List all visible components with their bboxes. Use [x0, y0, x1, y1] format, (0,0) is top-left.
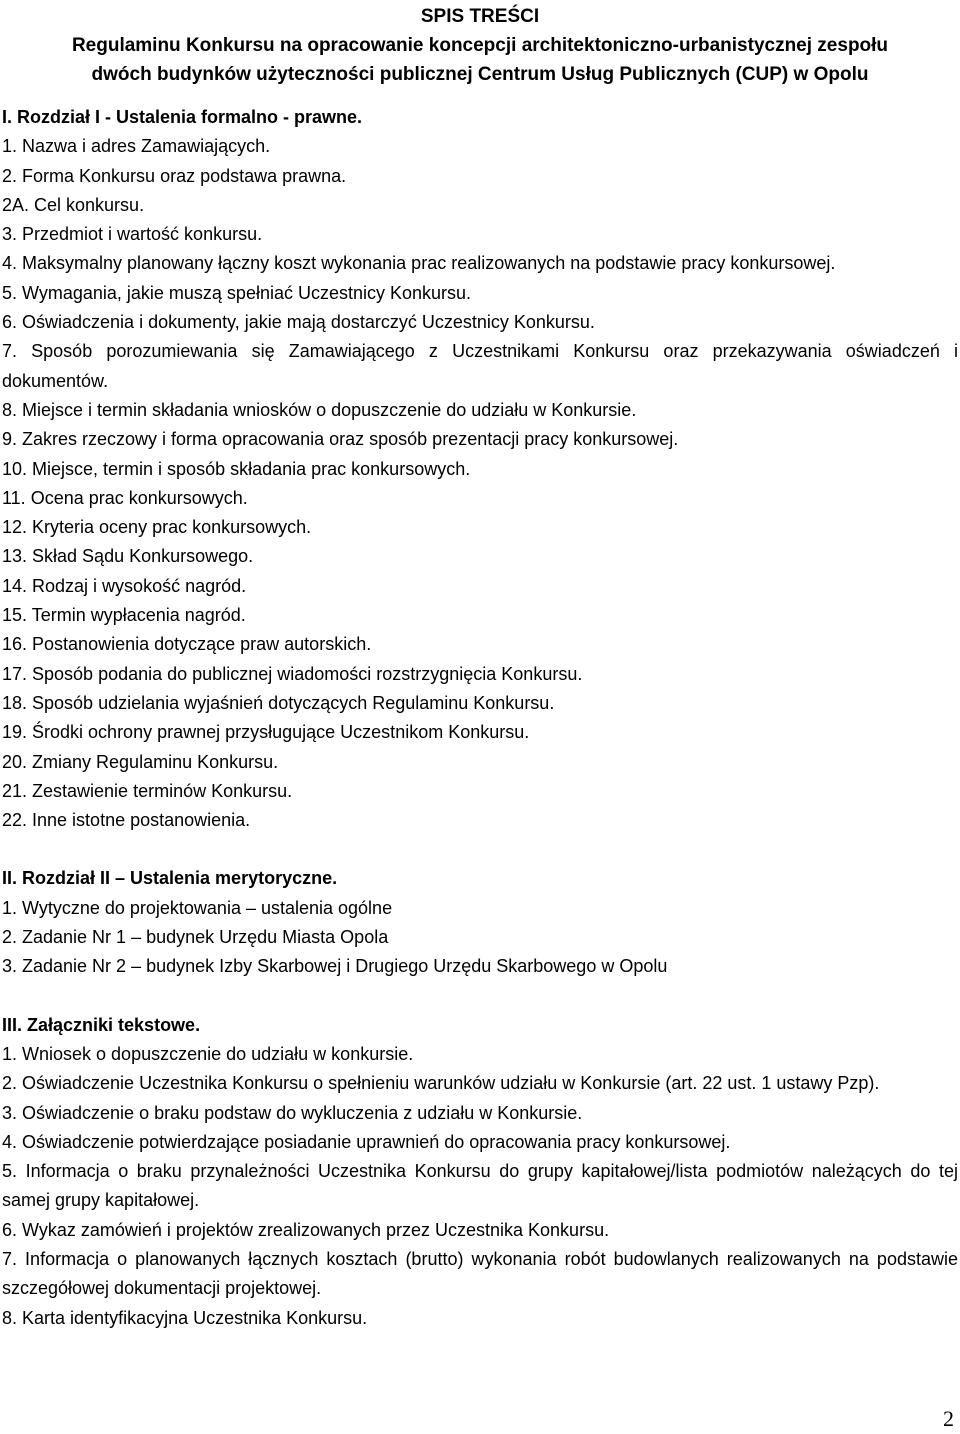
toc-item: 19. Środki ochrony prawnej przysługujące Uczestnikom Konkursu. — [2, 722, 530, 743]
toc-item: 2. Oświadczenie Uczestnika Konkursu o spełnieniu warunków udziału w Konkursie (art. 22 ust. 1 ustawy Pzp). — [2, 1073, 880, 1094]
toc-item: 1. Wytyczne do projektowania – ustalenia ogólne — [2, 897, 393, 918]
toc-item: 16. Postanowienia dotyczące praw autorskich. — [2, 634, 372, 655]
toc-item: 6. Wykaz zamówień i projektów zrealizowanych przez Uczestnika Konkursu. — [2, 1219, 610, 1240]
toc-item: 2A. Cel konkursu. — [2, 194, 145, 215]
subtitle-line-1: Regulaminu Konkursu na opracowanie koncepcji architektoniczno-urbanistycznej zespołu — [71, 35, 889, 56]
subtitle-line-2: dwóch budynków użyteczności publicznej Centrum Usług Publicznych (CUP) w Opolu — [91, 64, 869, 85]
page-number: 2 — [943, 1406, 954, 1431]
toc-item: 11. Ocena prac konkursowych. — [2, 487, 248, 508]
toc-item: 17. Sposób podania do publicznej wiadomości rozstrzygnięcia Konkursu. — [2, 663, 583, 684]
toc-item: 4. Maksymalny planowany łączny koszt wykonania prac realizowanych na podstawie pracy konkursowej. — [2, 253, 836, 274]
toc-item: 13. Skład Sądu Konkursowego. — [2, 546, 254, 567]
section-1-title: I. Rozdział I - Ustalenia formalno - prawne. — [2, 107, 363, 127]
section-spacer — [2, 835, 958, 864]
toc-item: 3. Oświadczenie o braku podstaw do wykluczenia z udziału w Konkursie. — [2, 1102, 583, 1123]
document-header — [0, 2, 960, 89]
toc-item: 21. Zestawienie terminów Konkursu. — [2, 780, 293, 801]
toc-item: 1. Wniosek o dopuszczenie do udziału w konkursie. — [2, 1043, 414, 1064]
toc-item: 15. Termin wypłacenia nagród. — [2, 605, 246, 626]
section-1 — [2, 103, 958, 835]
toc-item: 2. Zadanie Nr 1 – budynek Urzędu Miasta Opola — [2, 927, 389, 948]
table-of-contents — [0, 103, 960, 1333]
toc-item: 5. Wymagania, jakie muszą spełniać Uczestnicy Konkursu. — [2, 282, 472, 303]
toc-item: 2. Forma Konkursu oraz podstawa prawna. — [2, 165, 347, 186]
section-spacer — [2, 982, 958, 1011]
toc-item: 9. Zakres rzeczowy i forma opracowania oraz sposób prezentacji pracy konkursowej. — [2, 429, 679, 450]
toc-item: 20. Zmiany Regulaminu Konkursu. — [2, 751, 279, 772]
section-2-title: II. Rozdział II – Ustalenia merytoryczne. — [2, 868, 338, 889]
section-3 — [2, 1011, 958, 1333]
toc-item: 7. Sposób porozumiewania się Zamawiającego z Uczestnikami Konkursu oraz przekazywania oświadczeń i dokumentów. — [2, 341, 958, 391]
toc-item: 4. Oświadczenie potwierdzające posiadanie uprawnień do opracowania pracy konkursowej. — [2, 1131, 731, 1152]
page-title: SPIS TREŚCI — [420, 6, 540, 27]
toc-item: 7. Informacja o planowanych łącznych kosztach (brutto) wykonania robót budowlanych realizowanych na podstawie szczegółowej dokumentacji projektowej. — [2, 1248, 958, 1299]
toc-item: 12. Kryteria oceny prac konkursowych. — [2, 517, 312, 538]
toc-item: 3. Zadanie Nr 2 – budynek Izby Skarbowej i Drugiego Urzędu Skarbowego w Opolu — [2, 956, 668, 977]
toc-item: 3. Przedmiot i wartość konkursu. — [2, 224, 263, 245]
section-2 — [2, 864, 958, 981]
toc-item: 18. Sposób udzielania wyjaśnień dotyczących Regulaminu Konkursu. — [2, 692, 555, 713]
toc-item: 1. Nazwa i adres Zamawiających. — [2, 136, 271, 157]
section-3-title: III. Załączniki tekstowe. — [2, 1014, 201, 1035]
toc-item: 22. Inne istotne postanowienia. — [2, 810, 251, 831]
toc-item: 8. Miejsce i termin składania wniosków o dopuszczenie do udziału w Konkursie. — [2, 399, 637, 420]
toc-item: 5. Informacja o braku przynależności Uczestnika Konkursu do grupy kapitałowej/lista podmiotów należących do tej samej grupy kapitałowej. — [2, 1161, 958, 1211]
toc-item: 8. Karta identyfikacyjna Uczestnika Konkursu. — [2, 1307, 368, 1328]
toc-item: 6. Oświadczenia i dokumenty, jakie mają dostarczyć Uczestnicy Konkursu. — [2, 312, 595, 333]
toc-item: 10. Miejsce, termin i sposób składania prac konkursowych. — [2, 458, 471, 479]
toc-item: 14. Rodzaj i wysokość nagród. — [2, 575, 247, 596]
